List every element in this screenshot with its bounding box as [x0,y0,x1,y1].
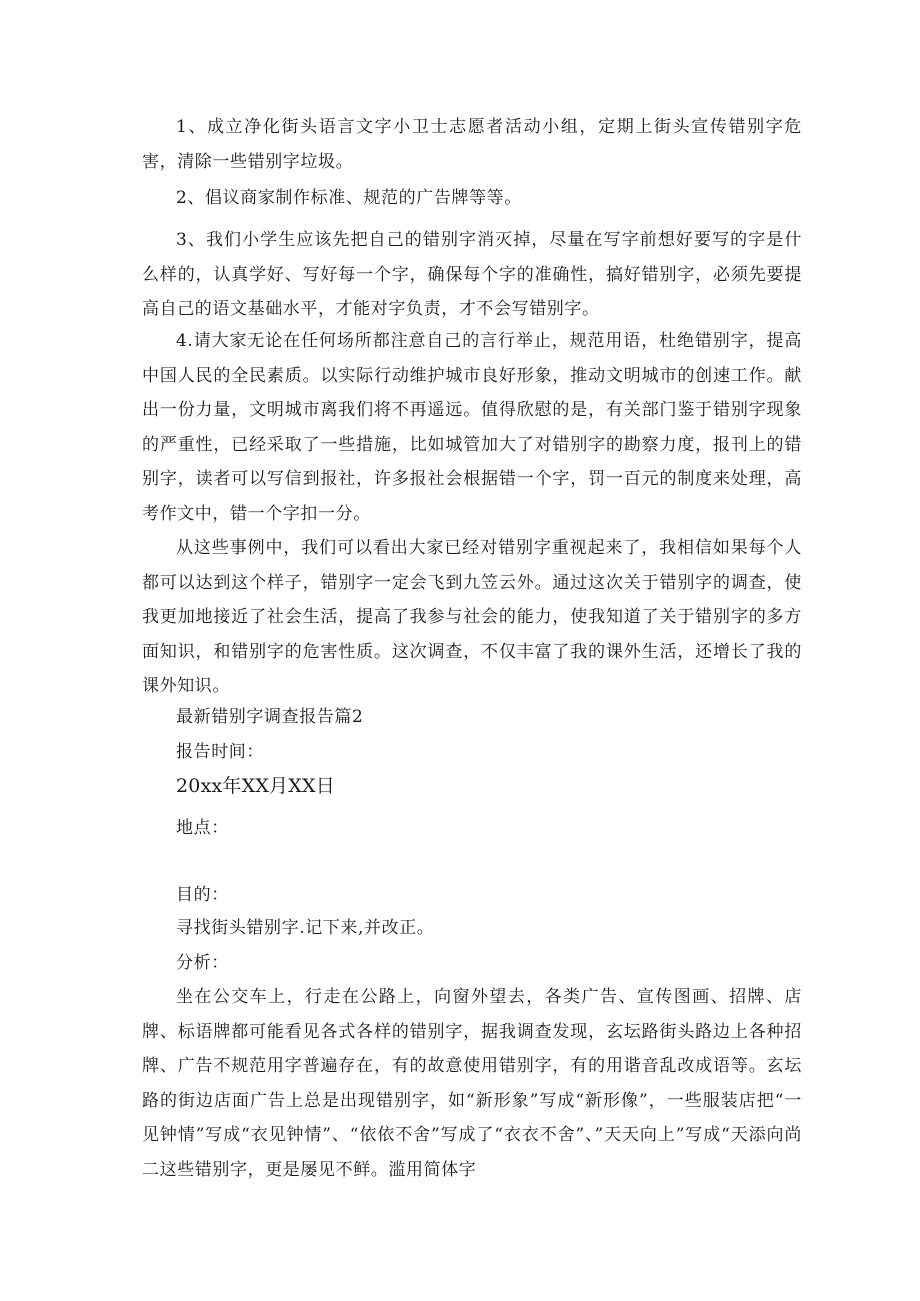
section-title: 最新错别字调查报告篇2 [176,707,364,727]
report-date: 20xx年XX月XX日 [176,775,335,797]
analysis-paragraph: 坐在公交车上，行走在公路上，向窗外望去，各类广告、宣传图画、招牌、店牌、标语牌都可能看见各式各样的错别字，据我调查发现，玄坛路街头路边上各种招牌、广告不规范用字普遍存在，有的故意使用错别字，有的用谐音乱改成语等。玄坛路的街边店面广告上总是出现错别字，如“新形象”写成“新形像”，一些服装店把“一见钟情”写成“衣见钟情”、“依依不舍”写成了“衣衣不舍”、”天天向上”写成“天添向尚二这些错别字，更是屡见不鲜。滥用简体字 [142,987,802,1180]
purpose-text: 寻找街头错别字.记下来,并改正。 [176,918,435,938]
purpose-label: 目的： [176,885,229,905]
paragraph-1: 1、成立净化街头语言文字小卫士志愿者活动小组，定期上街头宣传错别字危害，清除一些错别字垃圾。 [142,117,802,172]
analysis-label: 分析： [176,953,229,973]
report-time-label: 报告时间： [176,742,264,762]
paragraph-4: 4.请大家无论在任何场所都注意自己的言行举止，规范用语，杜绝错别字，提高中国人民的全民素质。以实际行动维护城市良好形象，推动文明城市的创速工作。献出一份力量，文明城市离我们将不再遥远。值得欣慰的是，有关部门鉴于错别字现象的严重性，已经采取了一些措施，比如城管加大了对错别字的勘察力度，报刊上的错别字，读者可以写信到报社，许多报社会根据错一个字，罚一百元的制度来处理，高考作文中，错一个字扣一分。 [142,331,802,524]
location-label: 地点： [176,818,229,838]
paragraph-2: 2、倡议商家制作标准、规范的广告牌等等。 [176,188,522,208]
paragraph-3: 3、我们小学生应该先把自己的错别字消灭掉，尽量在写字前想好要写的字是什么样的，认真学好、写好每一个字，确保每个字的准确性，搞好错别字，必须先要提高自己的语文基础水平，才能对字负责，才不会写错别字。 [142,230,802,319]
paragraph-5: 从这些事例中，我们可以看出大家已经对错别字重视起来了，我相信如果每个人都可以达到这个样子，错别字一定会飞到九笠云外。通过这次关于错别字的调查，使我更加地接近了社会生活，提高了我参与社会的能力，使我知道了关于错别字的多方面知识，和错别字的危害性质。这次调查，不仅丰富了我的课外生活，还增长了我的课外知识。 [142,538,802,696]
